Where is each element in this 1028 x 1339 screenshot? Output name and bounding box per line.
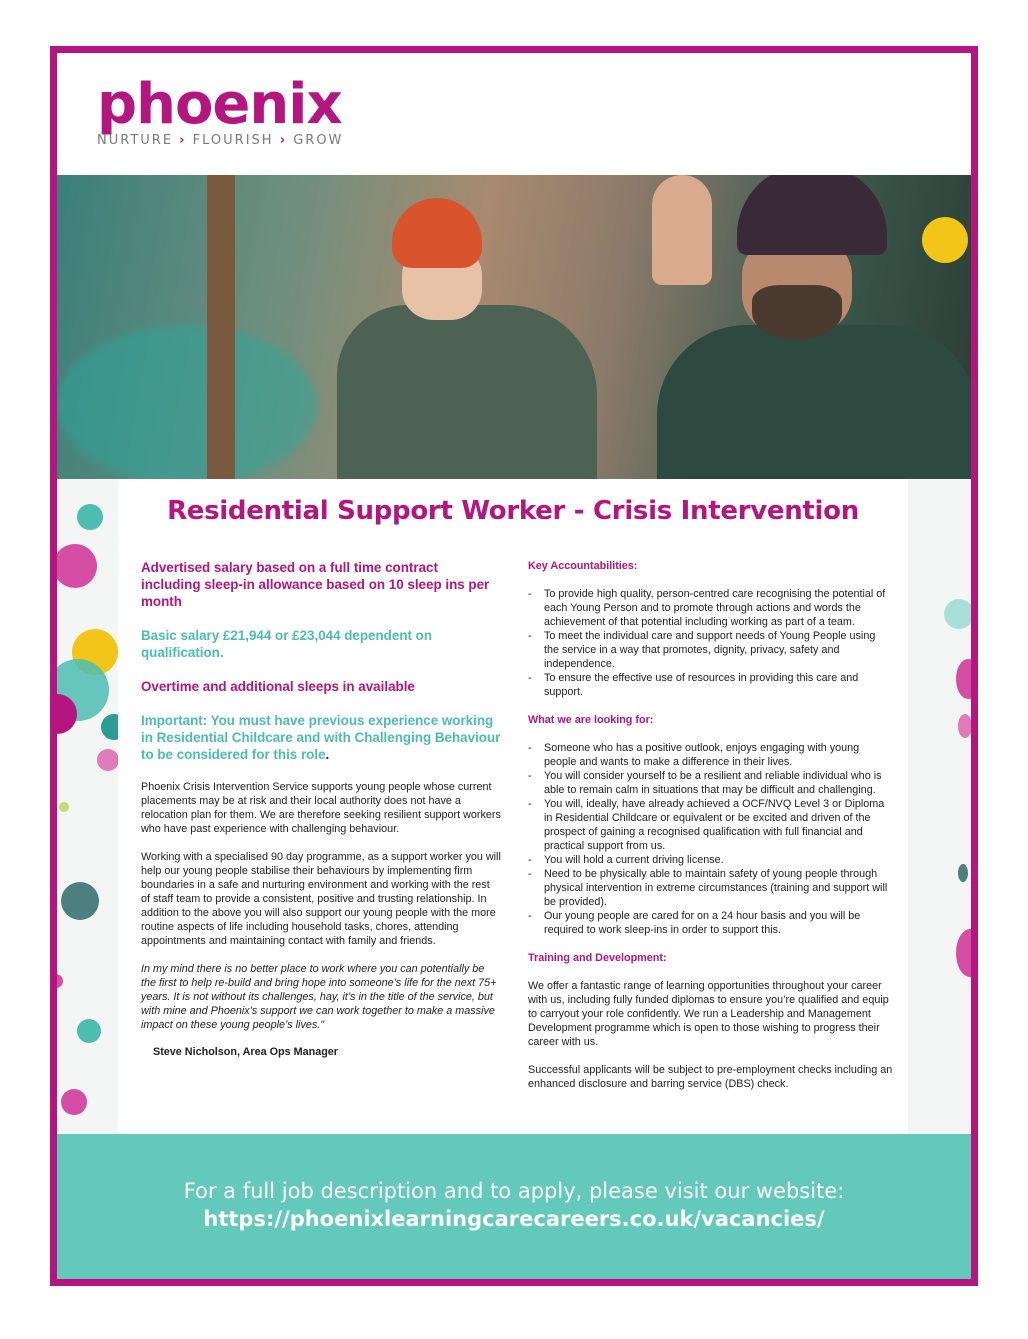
- tagline-word: FLOURISH: [192, 133, 274, 148]
- quote-signature: Steve Nicholson, Area Ops Manager: [153, 1046, 339, 1058]
- adult-hat: [737, 175, 887, 255]
- poster-frame: [50, 46, 978, 1286]
- adult-figure: [657, 325, 971, 479]
- important-highlight: [141, 712, 501, 763]
- list-item: - To provide high quality, person-centred care recognising the potential of each Young Person and to promote through actions and words the achievement of that potential including working as part of a team.: [528, 587, 893, 629]
- decorative-dot: [956, 929, 978, 977]
- looking-for-list: [528, 741, 893, 937]
- looking-for-heading: What we are looking for:: [528, 714, 654, 726]
- hero-background-blur: [57, 325, 317, 479]
- high-five-hands: [652, 175, 712, 285]
- chevron-right-icon: ›: [179, 133, 187, 148]
- checks-paragraph: Successful applicants will be subject to pre-employment checks including an enhanced disclosure and barring service (DBS) check.: [528, 1064, 893, 1090]
- training-heading: Training and Development:: [528, 952, 667, 964]
- decorative-dot: [50, 974, 63, 988]
- basic-salary-highlight: Basic salary £21,944 or £23,044 dependent on qualification.: [141, 628, 433, 660]
- footer-text: For a full job description and to apply, please visit our website:: [183, 1179, 845, 1203]
- programme-paragraph: Working with a specialised 90 day programme, as a support worker you will help our young people stabilise their behaviours by implementing firm boundaries in a safe and nurturing environment and working with the rest of staff team to provide a consistent, positive and trusting relationship. In addition to the above you will also support our young people with the more routine aspects of life including household tasks, chores, attending appointments and maintaining contact with family and friends.: [141, 851, 501, 947]
- decorative-dot: [53, 544, 97, 588]
- decorative-dot: [77, 1019, 101, 1043]
- decorative-dot: [922, 217, 968, 263]
- job-title: Residential Support Worker - Crisis Intervention: [167, 496, 859, 526]
- list-item: - You will consider yourself to be a resilient and reliable individual who is able to remain calm in situations that may be difficult and challenging.: [528, 769, 893, 797]
- right-margin-panel: [908, 479, 978, 1139]
- decorative-dot: [59, 802, 69, 812]
- adult-beard: [752, 285, 842, 340]
- overtime-highlight: Overtime and additional sleeps in available: [141, 679, 415, 694]
- list-item: - You will hold a current driving license.: [528, 853, 893, 867]
- important-text: Important: You must have previous experience working in Residential Childcare and with Challenging Behaviour to be considered for this role: [141, 713, 501, 762]
- decorative-dot: [958, 864, 968, 882]
- list-item: - To ensure the effective use of resources in providing this care and support.: [528, 671, 893, 699]
- list-item: - Need to be physically able to maintain safety of young people through physical intervention in extreme circumstances (training and support will be provided).: [528, 867, 893, 909]
- decorative-dot: [61, 882, 99, 920]
- phoenix-logo: [97, 73, 343, 148]
- decorative-dot: [944, 599, 974, 629]
- list-item: - Our young people are cared for on a 24 hour basis and you will be required to work sleep-ins in order to support this.: [528, 909, 893, 937]
- logo-tagline: [97, 133, 343, 148]
- important-period: .: [325, 747, 330, 762]
- tagline-word: NURTURE: [97, 133, 174, 148]
- decorative-dot: [77, 504, 103, 530]
- decorative-dot: [61, 1089, 87, 1115]
- hero-tree-trunk: [207, 175, 235, 479]
- logo-wordmark: phoenix: [97, 72, 342, 137]
- main-content: [118, 479, 908, 1139]
- tagline-word: GROW: [293, 133, 344, 148]
- list-item: - To meet the individual care and support needs of Young People using the service in a way that promotes, dignity, privacy, safety and independence.: [528, 629, 893, 671]
- training-paragraph: We offer a fantastic range of learning opportunities throughout your career with us, including fully funded diplomas to ensure you’re qualified and equip to carryout your role confidently. We run a Leadership and Management Development programme which is open to those wishing to progress their career with us.: [528, 980, 889, 1048]
- child-red-hat: [392, 198, 482, 268]
- list-item: - You will, ideally, have already achieved a OCF/NVQ Level 3 or Diploma in Residential Childcare or equivalent or be excited and driven of the prospect of gaining a recognised qualification with full financial and practical support from us.: [528, 797, 893, 853]
- child-figure: [337, 305, 597, 479]
- footer-banner: [57, 1134, 971, 1279]
- right-column: [528, 559, 893, 1105]
- key-accountabilities-heading: Key Accountabilities:: [528, 560, 638, 572]
- intro-paragraph: Phoenix Crisis Intervention Service supports young people whose current placements may be at risk and their local authority does not have a relocation plan for them. We are therefore seeking resilient support workers who have past experience with challenging behaviour.: [141, 781, 501, 835]
- decorative-dot: [956, 659, 978, 699]
- decorative-dot: [958, 714, 972, 738]
- left-column: [141, 559, 501, 1058]
- chevron-right-icon: ›: [279, 133, 288, 148]
- left-margin-panel: [57, 479, 118, 1139]
- key-accountabilities-list: [528, 587, 893, 699]
- hero-photo: [57, 175, 971, 479]
- vacancies-link[interactable]: https://phoenixlearningcarecareers.co.uk/vacancies/: [203, 1207, 825, 1231]
- list-item: - Someone who has a positive outlook, enjoys engaging with young people and wants to make a difference in their lives.: [528, 741, 893, 769]
- salary-highlight: Advertised salary based on a full time contract including sleep-in allowance based on 10 sleep ins per month: [141, 560, 490, 609]
- decorative-dot: [97, 749, 119, 771]
- manager-quote: In my mind there is no better place to work where you can potentially be the first to help re-build and bring hope into someone’s life for the next 75+ years. It is not without its challenges, hay, it’s in the title of the service, but with mine and Phoenix’s support we can work together to make a massive impact on these young people’s lives.": [141, 963, 497, 1031]
